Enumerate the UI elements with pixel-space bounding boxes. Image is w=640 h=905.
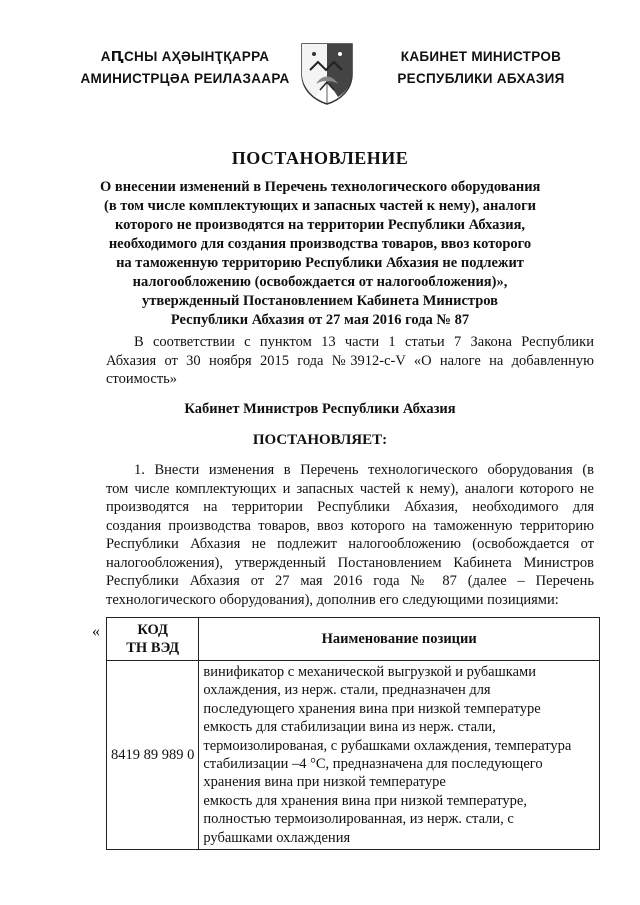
name-line: емкость для хранения вина при низкой температуре, (203, 792, 527, 809)
preamble-line: стоимость» (106, 371, 178, 387)
table-row (107, 661, 600, 850)
header-code (107, 618, 199, 661)
clause-line: том числе комплектующих и запасных частей к нему), аналоги которого не (106, 480, 594, 497)
clause-1-paragraph (106, 461, 594, 609)
name-line: винификатор с механической выгрузкой и рубашками (203, 664, 536, 680)
letterhead (0, 40, 640, 110)
subject-line: налогообложению (освобождается от налогообложения)», (132, 274, 508, 290)
preamble-line: В соответствии с пунктом 13 части 1 статьи 7 Закона Республики (134, 334, 594, 350)
name-line: охлаждения, из нерж. стали, предназначен для (203, 682, 491, 699)
preamble-paragraph (106, 333, 594, 389)
clause-line: 1. Внести изменения в Перечень технологического оборудования (в (134, 462, 594, 478)
name-line: емкость для стабилизации вина из нерж. стали, (203, 719, 496, 736)
name-line: термоизолированая, с рубашками охлаждения, температура (203, 737, 572, 754)
positions-table (106, 617, 600, 850)
letterhead-abkhaz-line: АԤСНЫ АҲӘЫНҬҚАРРА (100, 49, 270, 64)
opening-quote: « (92, 623, 100, 640)
letterhead-russian (374, 46, 588, 90)
coat-of-arms-emblem (298, 40, 356, 106)
name-line: последующего хранения вина при низкой температуре (203, 700, 541, 717)
clause-line: Республики Абхазия от 27 мая 2016 года № 87 (далее – Перечень (106, 573, 594, 589)
header-code-line: КОД (137, 622, 169, 638)
clause-line: технологического оборудования), дополнив его следующими позициями: (106, 591, 559, 608)
clause-line: налогообложения), утвержденный Постановлением Кабинета Министров (106, 554, 594, 571)
subject-line: утвержденный Постановлением Кабинета Министров (141, 293, 499, 309)
subject-line: (в том числе комплектующих и запасных частей к нему), аналоги (103, 198, 537, 214)
document-title: ПОСТАНОВЛЕНИЕ (231, 148, 409, 168)
name-line: хранения вина при низкой температуре (203, 774, 446, 791)
header-name: Наименование позиции (199, 618, 600, 661)
name-line: рубашками охлаждения (203, 829, 351, 846)
resolves-heading: ПОСТАНОВЛЯЕТ: (252, 432, 388, 448)
letterhead-russian-line: КАБИНЕТ МИНИСТРОВ (400, 49, 562, 64)
issuing-authority: Кабинет Министров Республики Абхазия (184, 401, 456, 417)
code-cell: 8419 89 989 0 (107, 661, 199, 850)
letterhead-russian-line: РЕСПУБЛИКИ АБХАЗИЯ (397, 71, 565, 86)
subject-line: необходимого для создания производства товаров, ввоз которого (108, 236, 532, 252)
letterhead-abkhaz-line: АМИНИСТРЦӘА РЕИЛАЗААРА (80, 71, 290, 86)
clause-line: создания производства товаров, ввоз которого на таможенную территорию (106, 517, 594, 534)
subject-line: Республики Абхазия от 27 мая 2016 года № 87 (170, 312, 470, 328)
name-cell (199, 661, 600, 850)
preamble-line: Абхазия от 30 ноября 2015 года №3912-с-V «О налоге на добавленную (106, 352, 594, 369)
letterhead-abkhaz (78, 46, 292, 90)
table-header-row (107, 618, 600, 661)
subject-line: на таможенную территорию Республики Абхазия не подлежит (116, 255, 524, 271)
name-line: стабилизации –4 °С, предназначена для последующего (203, 756, 543, 773)
subject-line: О внесении изменений в Перечень технологического оборудования (100, 179, 541, 195)
clause-line: производятся на территории Республики Абхазия, необходимого для (106, 499, 594, 515)
header-code-line: ТН ВЭД (126, 640, 180, 656)
subject-line: которого не производятся на территории Республики Абхазия, (114, 217, 526, 233)
document-subject (100, 178, 540, 330)
clause-line: Республики Абхазия не подлежит налогообложению (освобождается от (106, 536, 594, 552)
name-line: полностью термоизолированная, из нерж. стали, с (203, 811, 514, 828)
